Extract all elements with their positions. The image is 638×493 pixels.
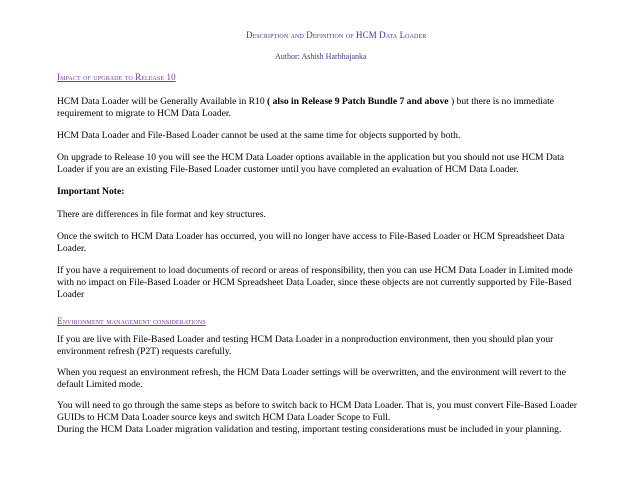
section-heading-environment: Environment management considerations: [57, 316, 206, 326]
paragraph-limited-mode: If you have a requirement to load documents of record or areas of responsibility, then you can use HCM Data Loader in Limited mode with no impact on File-Based Loader or HCM Spreadsheet Data Loader, since these objects are not currently supported by File-Based Loader: [57, 265, 573, 300]
important-note-heading: Important Note:: [57, 186, 125, 197]
paragraph-switch: Once the switch to HCM Data Loader has occurred, you will no longer have access to File-Based Loader or HCM Spreadsheet Data Loader.: [57, 231, 565, 254]
paragraph-live-testing: If you are live with File-Based Loader and testing HCM Data Loader in a nonproduction environment, then you should plan your environment refresh (P2T) requests carefully.: [57, 334, 554, 357]
paragraph-switch-back: You will need to go through the same steps as before to switch back to HCM Data Loader. That is, you must convert File-Based Loader GUIDs to HCM Data Loader source keys and switch HCM Data Loader Scope to Full.: [57, 400, 578, 423]
paragraph-testing: During the HCM Data Loader migration validation and testing, important testing considerations must be included in your planning.: [57, 424, 562, 435]
section-heading-upgrade: Impact of upgrade to Release 10: [57, 72, 176, 82]
document-title: Description and Definition of HCM Data Loader: [246, 30, 427, 40]
bold-release-note: ( also in Release 9 Patch Bundle 7 and above: [267, 96, 451, 107]
paragraph-refresh: When you request an environment refresh, the HCM Data Loader settings will be overwritten, and the environment will revert to the default Limited mode.: [57, 367, 566, 390]
paragraph-differences: There are differences in file format and key structures.: [57, 209, 266, 220]
paragraph-upgrade-options: On upgrade to Release 10 you will see the HCM Data Loader options available in the application but you should not use HCM Data Loader if you are an existing File-Based Loader customer until you have completed an evaluation of HCM Data Loader.: [57, 152, 565, 175]
paragraph-availability: HCM Data Loader will be Generally Available in R10 ( also in Release 9 Patch Bundle 7 and above ) but there is no immediate requirement to migrate to HCM Data Loader.: [57, 96, 555, 119]
author-line: Author: Ashish Harbhajanka: [275, 52, 367, 61]
paragraph-coexistence: HCM Data Loader and File-Based Loader cannot be used at the same time for objects supported by both.: [57, 130, 461, 141]
